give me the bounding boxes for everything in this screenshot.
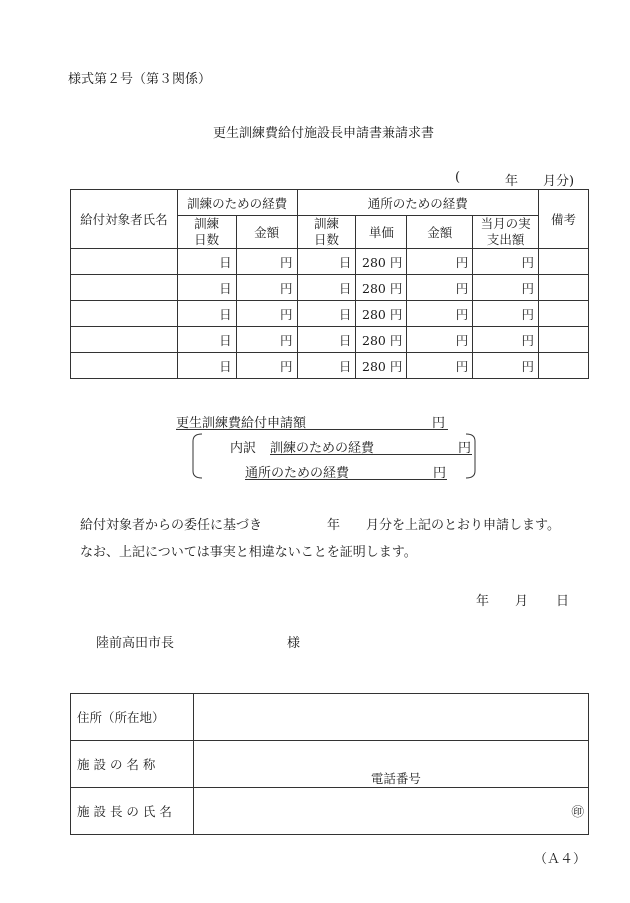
applicant-table bbox=[70, 693, 589, 835]
commute-expense-underline bbox=[245, 479, 447, 480]
training-amount-cell[interactable]: 円 bbox=[236, 327, 297, 353]
name-cell[interactable] bbox=[71, 275, 178, 301]
table-row bbox=[71, 275, 589, 301]
actual-expense-cell[interactable]: 円 bbox=[473, 327, 539, 353]
name-cell[interactable] bbox=[71, 249, 178, 275]
training-group-header: 訓練のための経費 bbox=[177, 190, 297, 216]
name-header: 給付対象者氏名 bbox=[71, 190, 178, 249]
unit-price-cell: 280 円 bbox=[356, 301, 407, 327]
form-number: 様式第２号（第３関係） bbox=[68, 72, 212, 87]
unit-price-cell: 280 円 bbox=[356, 275, 407, 301]
table-row bbox=[71, 353, 589, 379]
commute-amount-cell[interactable]: 円 bbox=[407, 301, 473, 327]
period-line bbox=[455, 170, 575, 189]
actual-expense-cell[interactable]: 円 bbox=[473, 353, 539, 379]
actual-expense-cell[interactable]: 円 bbox=[473, 301, 539, 327]
commute-amount-cell[interactable]: 円 bbox=[407, 353, 473, 379]
facility-name-field[interactable] bbox=[193, 741, 588, 788]
commute-amount-cell[interactable]: 円 bbox=[407, 327, 473, 353]
breakdown-label: 内訳 bbox=[230, 441, 257, 456]
table-row bbox=[71, 249, 589, 275]
date-day: 日 bbox=[556, 594, 570, 609]
total-underline bbox=[176, 429, 448, 430]
remarks-header: 備考 bbox=[539, 190, 589, 249]
remarks-cell[interactable] bbox=[539, 301, 589, 327]
actual-expense-cell[interactable]: 円 bbox=[473, 275, 539, 301]
commute-expense-yen: 円 bbox=[433, 466, 447, 481]
unit-price-cell: 280 円 bbox=[356, 353, 407, 379]
name-cell[interactable] bbox=[71, 327, 178, 353]
actual-expense-cell[interactable]: 円 bbox=[473, 249, 539, 275]
director-name-field[interactable] bbox=[193, 788, 588, 835]
date-year: 年 bbox=[476, 594, 490, 609]
name-cell[interactable] bbox=[71, 353, 178, 379]
commute-group-header: 通所のための経費 bbox=[297, 190, 539, 216]
expense-table bbox=[70, 189, 589, 379]
training-amount-cell[interactable]: 円 bbox=[236, 301, 297, 327]
period-year: 年 bbox=[505, 174, 519, 189]
total-label: 更生訓練費給付申請額 bbox=[176, 416, 307, 431]
statement-line1-year: 年 bbox=[327, 518, 341, 533]
training-days-cell[interactable]: 日 bbox=[177, 275, 236, 301]
director-name-label: 施 設 長 の 氏 名 bbox=[71, 788, 194, 835]
training-days-cell[interactable]: 日 bbox=[177, 353, 236, 379]
sama-label: 様 bbox=[287, 636, 301, 651]
training-amount-header: 金額 bbox=[236, 216, 297, 249]
address-field[interactable] bbox=[193, 694, 588, 741]
facility-name-label: 施 設 の 名 称 bbox=[71, 741, 194, 788]
unit-price-cell: 280 円 bbox=[356, 327, 407, 353]
commute-amount-cell[interactable]: 円 bbox=[407, 275, 473, 301]
training-days-header: 訓練日数 bbox=[177, 216, 236, 249]
document-title: 更生訓練費給付施設長申請書兼請求書 bbox=[213, 126, 435, 141]
table-row bbox=[71, 327, 589, 353]
training-amount-cell[interactable]: 円 bbox=[236, 353, 297, 379]
training-expense-label: 訓練のための経費 bbox=[270, 441, 375, 456]
name-cell[interactable] bbox=[71, 301, 178, 327]
period-open: ( bbox=[455, 170, 461, 185]
commute-days-cell[interactable]: 日 bbox=[297, 275, 356, 301]
statement-line1-b: 月分を上記のとおり申請します。 bbox=[366, 518, 560, 533]
seal-mark: ㊞ bbox=[571, 804, 584, 819]
commute-days-cell[interactable]: 日 bbox=[297, 327, 356, 353]
commute-days-cell[interactable]: 日 bbox=[297, 249, 356, 275]
table-row bbox=[71, 301, 589, 327]
commute-days-header: 訓練日数 bbox=[297, 216, 356, 249]
mayor-label: 陸前高田市長 bbox=[96, 636, 175, 651]
commute-days-cell[interactable]: 日 bbox=[297, 301, 356, 327]
commute-days-cell[interactable]: 日 bbox=[297, 353, 356, 379]
training-amount-cell[interactable]: 円 bbox=[236, 275, 297, 301]
commute-expense-label: 通所のための経費 bbox=[245, 466, 350, 481]
paper-size: （Ａ４） bbox=[534, 852, 587, 867]
training-expense-yen: 円 bbox=[458, 441, 472, 456]
unit-price-header: 単価 bbox=[356, 216, 407, 249]
commute-amount-cell[interactable]: 円 bbox=[407, 249, 473, 275]
left-bracket bbox=[190, 433, 204, 479]
total-yen: 円 bbox=[432, 416, 446, 431]
training-amount-cell[interactable]: 円 bbox=[236, 249, 297, 275]
training-expense-underline bbox=[270, 454, 472, 455]
address-label: 住所（所在地） bbox=[71, 694, 194, 741]
commute-amount-header: 金額 bbox=[407, 216, 473, 249]
statement-line1-a: 給付対象者からの委任に基づき bbox=[80, 518, 263, 533]
actual-expense-header: 当月の実支出額 bbox=[473, 216, 539, 249]
unit-price-cell: 280 円 bbox=[356, 249, 407, 275]
remarks-cell[interactable] bbox=[539, 249, 589, 275]
training-days-cell[interactable]: 日 bbox=[177, 301, 236, 327]
phone-label: 電話番号 bbox=[370, 771, 421, 786]
remarks-cell[interactable] bbox=[539, 327, 589, 353]
statement-line2: なお、上記については事実と相違ないことを証明します。 bbox=[80, 545, 417, 560]
period-month: 月分) bbox=[543, 174, 575, 189]
remarks-cell[interactable] bbox=[539, 353, 589, 379]
training-days-cell[interactable]: 日 bbox=[177, 249, 236, 275]
remarks-cell[interactable] bbox=[539, 275, 589, 301]
training-days-cell[interactable]: 日 bbox=[177, 327, 236, 353]
date-month: 月 bbox=[515, 594, 529, 609]
